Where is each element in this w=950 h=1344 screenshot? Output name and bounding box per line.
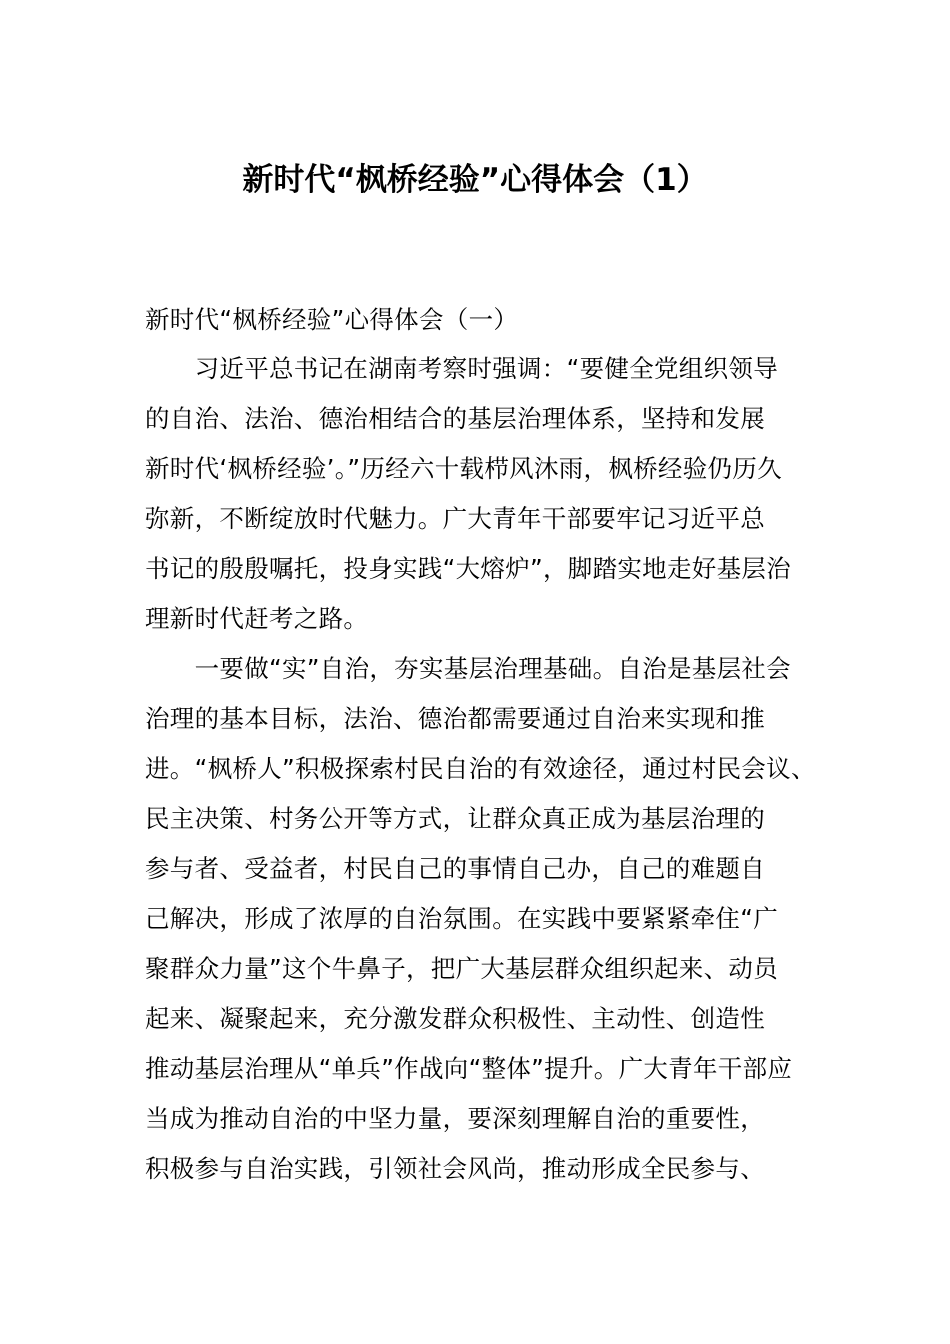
text-line: 弥新，不断绽放时代魅力。广大青年干部要牢记习近平总 <box>145 504 765 533</box>
text-line: 聚群众力量”这个牛鼻子，把广大基层群众组织起来、动员 <box>145 954 778 983</box>
document-title: 新时代“枫桥经验”心得体会（1） <box>242 162 708 198</box>
text-line: 起来、凝聚起来，充分激发群众积极性、主动性、创造性 <box>145 1004 765 1033</box>
text-line: 己解决，形成了浓厚的自治氛围。在实践中要紧紧牵住“广 <box>145 904 778 933</box>
text-line: 新时代‘枫桥经验’。”历经六十载栉风沐雨，枫桥经验仍历久 <box>145 454 782 483</box>
document-subtitle: 新时代“枫桥经验”心得体会（一） <box>145 305 519 334</box>
text-line: 治理的基本目标，法治、德治都需要通过自治来实现和推 <box>145 704 765 733</box>
text-line: 的自治、法治、德治相结合的基层治理体系，坚持和发展 <box>145 404 765 433</box>
text-line: 书记的殷殷嘱托，投身实践“大熔炉”，脚踏实地走好基层治 <box>145 554 791 583</box>
text-line: 理新时代赶考之路。 <box>145 604 369 633</box>
text-line: 当成为推动自治的中坚力量，要深刻理解自治的重要性， <box>145 1104 765 1133</box>
text-line: 民主决策、村务公开等方式，让群众真正成为基层治理的 <box>145 804 765 833</box>
text-line: 进。“枫桥人”积极探索村民自治的有效途径，通过村民会议、 <box>145 754 816 783</box>
text-line: 一要做“实”自治，夯实基层治理基础。自治是基层社会 <box>145 654 791 683</box>
text-line: 习近平总书记在湖南考察时强调：“要健全党组织领导 <box>145 354 778 383</box>
text-line: 积极参与自治实践，引领社会风尚，推动形成全民参与、 <box>145 1154 765 1183</box>
text-line: 推动基层治理从“单兵”作战向“整体”提升。广大青年干部应 <box>145 1054 793 1083</box>
text-line: 参与者、受益者，村民自己的事情自己办，自己的难题自 <box>145 854 765 883</box>
